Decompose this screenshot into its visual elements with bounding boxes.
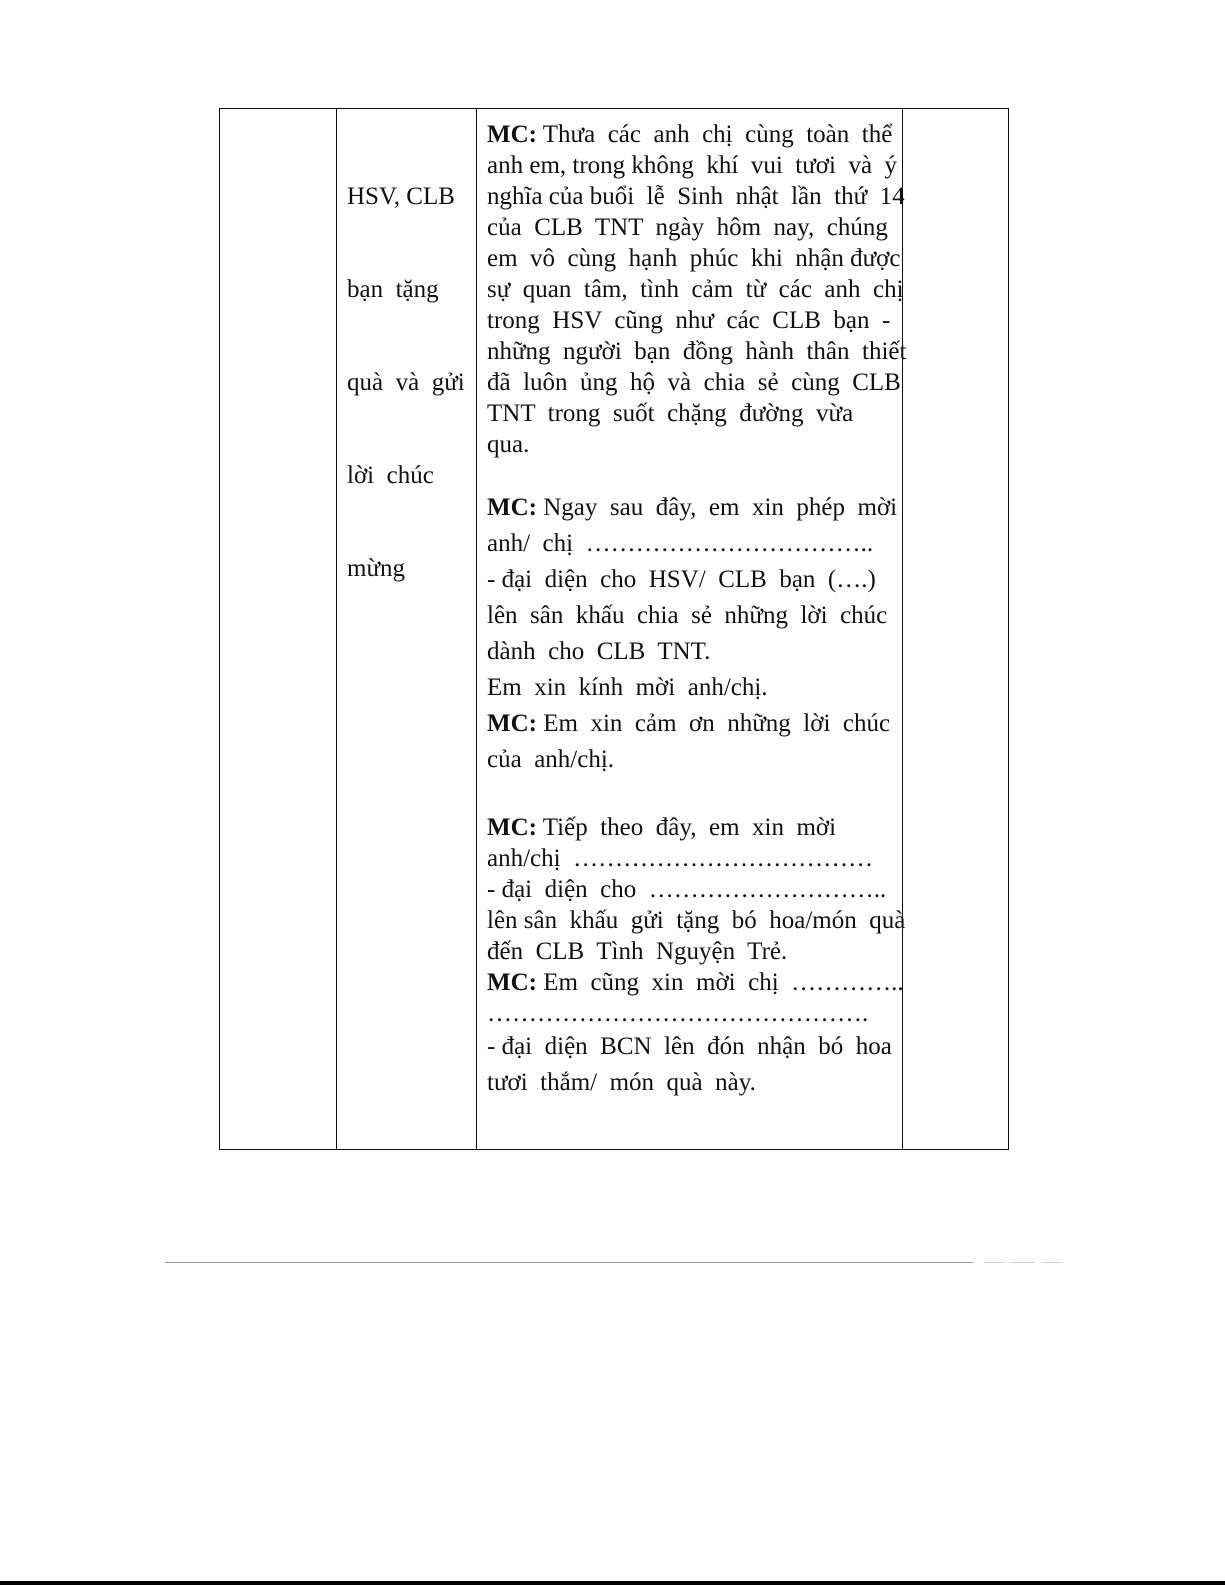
bottom-edge-bar [0,1581,1225,1585]
mc-label: MC: [487,814,537,841]
mc-text: Thưa các anh chị cùng toàn thể [536,121,893,148]
mc-line [487,967,957,998]
script-line: em vô cùng hạnh phúc khi nhận được [487,245,901,272]
participants-line: bạn tặng [347,276,439,303]
mc-label: MC: [487,121,537,148]
script-line: anh/ chị …………………………….. [487,530,874,557]
script-line: những người bạn đồng hành thân thiết [487,338,907,365]
footer-dash [1010,1262,1035,1263]
participants-line: lời chúc [347,462,434,489]
script-line: sự quan tâm, tình cảm từ các anh chị [487,276,904,303]
script-line: lên sân khấu gửi tặng bó hoa/món quà [487,907,906,934]
mc-text: Tiếp theo đây, em xin mời [536,814,837,841]
mc-text: Em cũng xin mời chị ………….. [536,969,904,996]
script-line: TNT trong suốt chặng đường vừa [487,400,854,427]
participants-line: HSV, CLB [347,183,455,210]
spacer [487,460,957,490]
mc-line [487,812,957,843]
script-line: - đại diện BCN lên đón nhận bó hoa [487,1033,892,1060]
mc-label: MC: [487,969,537,996]
mc-label: MC: [487,710,537,737]
footer-dash [985,1262,1005,1263]
script-line: của anh/chị. [487,746,615,773]
participants-line: quà và gửi [347,369,465,396]
mc-text: Ngay sau đây, em xin phép mời [536,494,898,521]
script-line: - đại diện cho ……………………….. [487,876,887,903]
footer-dash [1042,1262,1062,1263]
script-line: tươi thắm/ món quà này. [487,1069,756,1096]
column-divider-2 [476,109,477,1149]
mc-text: Em xin cảm ơn những lời chúc [536,710,891,737]
script-line: anh/chị ……………………………… [487,845,874,872]
script-cell [487,119,957,1101]
script-line: đến CLB Tình Nguyện Trẻ. [487,938,788,965]
mc-line [487,490,957,526]
participants-line: mừng [347,555,405,582]
program-table [219,108,1009,1150]
mc-label: MC: [487,494,537,521]
mc-line [487,706,957,742]
script-line: Em xin kính mời anh/chị. [487,674,768,701]
script-line: anh em, trong không khí vui tươi và ý [487,152,898,179]
script-line: - đại diện cho HSV/ CLB bạn (….) [487,566,876,593]
page-footer-rule [165,1262,973,1263]
script-line: ………………………………………. [487,1000,869,1027]
spacer [487,778,957,812]
script-line: lên sân khấu chia sẻ những lời chúc [487,602,888,629]
script-line: dành cho CLB TNT. [487,638,711,665]
script-line: đã luôn ủng hộ và chia sẻ cùng CLB [487,369,901,396]
script-line: của CLB TNT ngày hôm nay, chúng [487,214,888,241]
script-line: trong HSV cũng như các CLB bạn - [487,307,891,334]
column-divider-1 [336,109,337,1149]
script-line: qua. [487,431,530,458]
script-line: nghĩa của buổi lễ Sinh nhật lần thứ 14 [487,183,905,210]
mc-line [487,119,957,150]
participants-cell [347,119,465,646]
